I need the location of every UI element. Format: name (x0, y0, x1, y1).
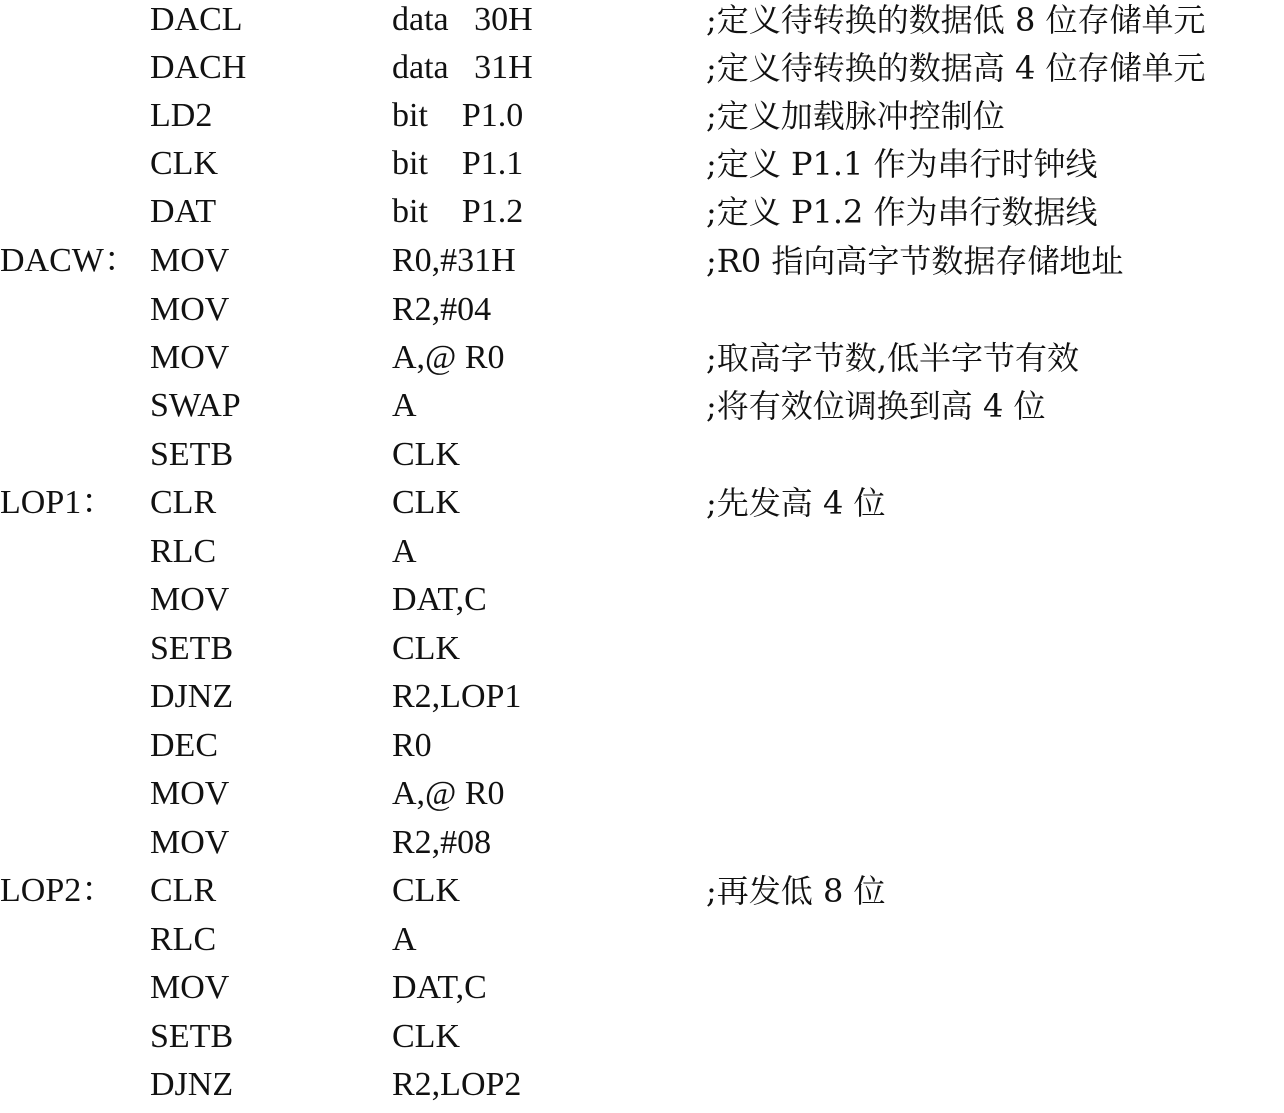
line-operand: R0,#31H (392, 242, 516, 279)
line-operand: R2,#04 (392, 291, 492, 328)
line-operand: CLK (392, 872, 460, 909)
line-opcode: MOV (150, 339, 230, 376)
line-opcode: SETB (150, 436, 234, 473)
line-opcode: MOV (150, 242, 230, 279)
line-operand: A (392, 387, 417, 424)
line-comment: ;取高字节数,低半字节有效 (706, 339, 1079, 377)
code-line (0, 1017, 1284, 1065)
code-line (0, 290, 1284, 338)
line-opcode: MOV (150, 581, 230, 618)
line-operand: data 31H (392, 49, 533, 86)
line-comment: ;定义待转换的数据低 8 位存储单元 (706, 1, 1206, 39)
line-opcode: MOV (150, 775, 230, 812)
line-operand: R2,LOP2 (392, 1066, 522, 1103)
line-opcode: LD2 (150, 97, 213, 134)
code-line (0, 629, 1284, 677)
line-operand: CLK (392, 484, 460, 521)
code-line (0, 96, 1284, 144)
code-line (0, 483, 1284, 531)
code-line (0, 386, 1284, 434)
line-opcode: DJNZ (150, 1066, 234, 1103)
line-opcode: DACL (150, 1, 243, 38)
line-operand: CLK (392, 1018, 460, 1055)
code-line (0, 435, 1284, 483)
line-operand: A,@ R0 (392, 339, 505, 376)
line-comment: ;定义 P1.2 作为串行数据线 (706, 193, 1098, 231)
code-line (0, 871, 1284, 919)
code-line (0, 0, 1284, 48)
line-opcode: DAT (150, 193, 217, 230)
line-operand: R2,#08 (392, 824, 492, 861)
code-line (0, 338, 1284, 386)
line-opcode: MOV (150, 969, 230, 1006)
line-opcode: RLC (150, 921, 217, 958)
line-opcode: SETB (150, 630, 234, 667)
code-line (0, 532, 1284, 580)
line-label: LOP2： (0, 872, 116, 909)
code-line (0, 192, 1284, 240)
line-label: LOP1： (0, 484, 116, 521)
line-operand: R2,LOP1 (392, 678, 522, 715)
code-line (0, 823, 1284, 871)
code-line (0, 726, 1284, 774)
line-operand: A,@ R0 (392, 775, 505, 812)
line-comment: ;定义 P1.1 作为串行时钟线 (706, 145, 1098, 183)
code-line (0, 241, 1284, 289)
code-line (0, 144, 1284, 192)
line-comment: ;定义待转换的数据高 4 位存储单元 (706, 49, 1206, 87)
line-comment: ;定义加载脉冲控制位 (706, 97, 1005, 135)
line-opcode: DEC (150, 727, 218, 764)
line-opcode: CLK (150, 145, 218, 182)
line-operand: CLK (392, 436, 460, 473)
line-operand: A (392, 533, 417, 570)
line-operand: bit P1.0 (392, 97, 524, 134)
line-operand: DAT,C (392, 581, 487, 618)
line-label: DACW： (0, 242, 138, 279)
line-operand: data 30H (392, 1, 533, 38)
code-line (0, 677, 1284, 725)
line-operand: DAT,C (392, 969, 487, 1006)
line-opcode: DJNZ (150, 678, 234, 715)
code-line (0, 920, 1284, 968)
line-comment: ;R0 指向高字节数据存储地址 (706, 242, 1124, 280)
line-operand: R0 (392, 727, 432, 764)
line-opcode: MOV (150, 824, 230, 861)
line-opcode: DACH (150, 49, 247, 86)
line-comment: ;再发低 8 位 (706, 872, 886, 910)
line-opcode: RLC (150, 533, 217, 570)
line-opcode: SETB (150, 1018, 234, 1055)
line-comment: ;先发高 4 位 (706, 484, 886, 522)
code-line (0, 580, 1284, 628)
code-line (0, 1065, 1284, 1113)
code-line (0, 774, 1284, 822)
line-operand: A (392, 921, 417, 958)
line-opcode: MOV (150, 291, 230, 328)
code-line (0, 48, 1284, 96)
line-opcode: CLR (150, 872, 217, 909)
line-operand: CLK (392, 630, 460, 667)
line-operand: bit P1.1 (392, 145, 524, 182)
line-comment: ;将有效位调换到高 4 位 (706, 387, 1046, 425)
line-opcode: CLR (150, 484, 217, 521)
line-opcode: SWAP (150, 387, 241, 424)
code-line (0, 968, 1284, 1016)
line-operand: bit P1.2 (392, 193, 524, 230)
